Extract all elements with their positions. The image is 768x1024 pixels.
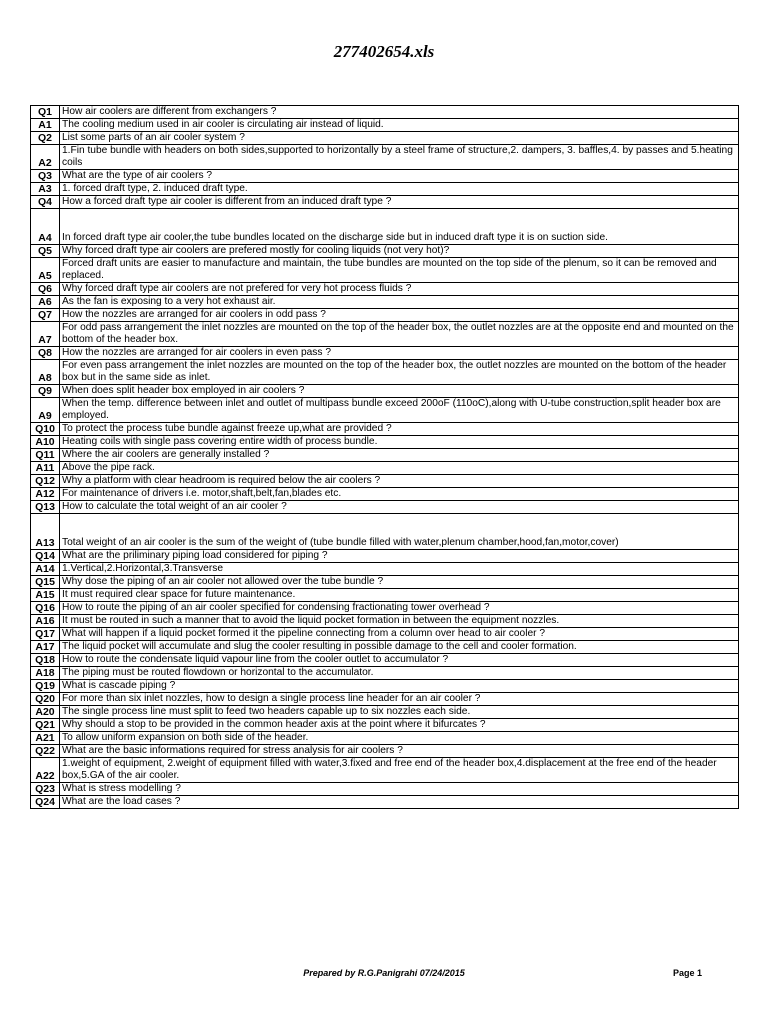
qa-row bbox=[31, 641, 739, 654]
qa-row bbox=[31, 514, 739, 550]
row-text: 1.weight of equipment, 2.weight of equipment filled with water,3.fixed and free end of the header box,4.displacement at the free end of the header box,5.GA of the air cooler. bbox=[60, 758, 739, 783]
row-label: Q10 bbox=[31, 423, 60, 436]
qa-row bbox=[31, 209, 739, 245]
qa-row bbox=[31, 462, 739, 475]
row-text: How air coolers are different from exchangers ? bbox=[60, 106, 739, 119]
row-text: How to calculate the total weight of an air cooler ? bbox=[60, 501, 739, 514]
row-label: A21 bbox=[31, 732, 60, 745]
row-text: When does split header box employed in air coolers ? bbox=[60, 385, 739, 398]
row-text: 1.Fin tube bundle with headers on both sides,supported to horizontally by a steel frame of structure,2. dampers, 3. baffles,4. by passes and 5.heating coils bbox=[60, 145, 739, 170]
row-label: Q3 bbox=[31, 170, 60, 183]
footer-prepared-by: Prepared by R.G.Panigrahi 07/24/2015 bbox=[303, 968, 465, 978]
qa-row bbox=[31, 732, 739, 745]
document-title: 277402654.xls bbox=[333, 42, 435, 61]
qa-row bbox=[31, 170, 739, 183]
row-label: Q18 bbox=[31, 654, 60, 667]
row-label: Q7 bbox=[31, 309, 60, 322]
row-text: Heating coils with single pass covering entire width of process bundle. bbox=[60, 436, 739, 449]
row-text: What are the basic informations required for stress analysis for air coolers ? bbox=[60, 745, 739, 758]
row-label: Q5 bbox=[31, 245, 60, 258]
qa-row bbox=[31, 758, 739, 783]
row-label: Q21 bbox=[31, 719, 60, 732]
row-label: Q20 bbox=[31, 693, 60, 706]
row-text: List some parts of an air cooler system ? bbox=[60, 132, 739, 145]
row-label: A17 bbox=[31, 641, 60, 654]
row-label: Q6 bbox=[31, 283, 60, 296]
qa-row bbox=[31, 347, 739, 360]
qa-row bbox=[31, 783, 739, 796]
row-text: Why forced draft type air coolers are prefered mostly for cooling liquids (not very hot)? bbox=[60, 245, 739, 258]
qa-row bbox=[31, 436, 739, 449]
row-text: For even pass arrangement the inlet nozzles are mounted on the top of the header box, the outlet nozzles are mounted on the bottom of the header box but in the same side as inlet. bbox=[60, 360, 739, 385]
qa-row bbox=[31, 132, 739, 145]
qa-row bbox=[31, 576, 739, 589]
row-text: Why dose the piping of an air cooler not allowed over the tube bundle ? bbox=[60, 576, 739, 589]
qa-row bbox=[31, 501, 739, 514]
row-label: Q23 bbox=[31, 783, 60, 796]
row-text: In forced draft type air cooler,the tube bundles located on the discharge side but in induced draft type it is on suction side. bbox=[60, 209, 739, 245]
row-label: A12 bbox=[31, 488, 60, 501]
row-text: Above the pipe rack. bbox=[60, 462, 739, 475]
qa-row bbox=[31, 796, 739, 809]
row-text: What is stress modelling ? bbox=[60, 783, 739, 796]
row-label: Q16 bbox=[31, 602, 60, 615]
qa-row bbox=[31, 449, 739, 462]
row-text: The piping must be routed flowdown or horizontal to the accumulator. bbox=[60, 667, 739, 680]
qa-row bbox=[31, 615, 739, 628]
row-text: To allow uniform expansion on both side of the header. bbox=[60, 732, 739, 745]
row-text: Where the air coolers are generally installed ? bbox=[60, 449, 739, 462]
row-label: Q22 bbox=[31, 745, 60, 758]
qa-row bbox=[31, 145, 739, 170]
qa-row bbox=[31, 385, 739, 398]
row-text: The cooling medium used in air cooler is circulating air instead of liquid. bbox=[60, 119, 739, 132]
row-label: A1 bbox=[31, 119, 60, 132]
row-label: Q24 bbox=[31, 796, 60, 809]
row-label: A13 bbox=[31, 514, 60, 550]
qa-row bbox=[31, 680, 739, 693]
qa-row bbox=[31, 475, 739, 488]
row-text: To protect the process tube bundle against freeze up,what are provided ? bbox=[60, 423, 739, 436]
row-text: How to route the condensate liquid vapour line from the cooler outlet to accumulator ? bbox=[60, 654, 739, 667]
qa-row bbox=[31, 296, 739, 309]
qa-row bbox=[31, 628, 739, 641]
row-label: Q8 bbox=[31, 347, 60, 360]
row-label: Q9 bbox=[31, 385, 60, 398]
row-text: How to route the piping of an air cooler specified for condensing fractionating tower overhead ? bbox=[60, 602, 739, 615]
qa-row bbox=[31, 550, 739, 563]
row-label: Q4 bbox=[31, 196, 60, 209]
row-text: 1.Vertical,2.Horizontal,3.Transverse bbox=[60, 563, 739, 576]
row-label: Q19 bbox=[31, 680, 60, 693]
qa-row bbox=[31, 602, 739, 615]
row-text: How the nozzles are arranged for air coolers in even pass ? bbox=[60, 347, 739, 360]
row-text: For more than six inlet nozzles, how to design a single process line header for an air cooler ? bbox=[60, 693, 739, 706]
row-label: A6 bbox=[31, 296, 60, 309]
row-label: Q2 bbox=[31, 132, 60, 145]
qa-row bbox=[31, 589, 739, 602]
row-text: How a forced draft type air cooler is different from an induced draft type ? bbox=[60, 196, 739, 209]
row-text: The single process line must split to feed two headers capable up to six nozzles each side. bbox=[60, 706, 739, 719]
row-text: What are the priliminary piping load considered for piping ? bbox=[60, 550, 739, 563]
row-label: A20 bbox=[31, 706, 60, 719]
row-label: A16 bbox=[31, 615, 60, 628]
qa-row bbox=[31, 283, 739, 296]
row-text: What are the load cases ? bbox=[60, 796, 739, 809]
qa-row bbox=[31, 693, 739, 706]
row-text: Why forced draft type air coolers are not prefered for very hot process fluids ? bbox=[60, 283, 739, 296]
qa-table-body bbox=[31, 106, 739, 809]
row-text: Why should a stop to be provided in the common header axis at the point where it bifurcates ? bbox=[60, 719, 739, 732]
row-label: A10 bbox=[31, 436, 60, 449]
row-text: For maintenance of drivers i.e. motor,shaft,belt,fan,blades etc. bbox=[60, 488, 739, 501]
row-text: The liquid pocket will accumulate and slug the cooler resulting in possible damage to the cell and cooler formation. bbox=[60, 641, 739, 654]
row-text: It must be routed in such a manner that to avoid the liquid pocket formation in between the equipment nozzles. bbox=[60, 615, 739, 628]
row-text: Forced draft units are easier to manufacture and maintain, the tube bundles are mounted on the top side of the plenum, so it can be removed and replaced. bbox=[60, 258, 739, 283]
qa-table bbox=[30, 105, 739, 809]
row-label: A4 bbox=[31, 209, 60, 245]
row-label: A18 bbox=[31, 667, 60, 680]
qa-row bbox=[31, 106, 739, 119]
qa-row bbox=[31, 196, 739, 209]
row-text: Total weight of an air cooler is the sum of the weight of (tube bundle filled with water,plenum chamber,hood,fan,motor,cover) bbox=[60, 514, 739, 550]
qa-row bbox=[31, 654, 739, 667]
row-label: Q14 bbox=[31, 550, 60, 563]
row-label: A3 bbox=[31, 183, 60, 196]
row-label: A8 bbox=[31, 360, 60, 385]
row-text: When the temp. difference between inlet and outlet of multipass bundle exceed 200oF (110oC),along with U-tube construction,split header box are employed. bbox=[60, 398, 739, 423]
row-text: It must required clear space for future maintenance. bbox=[60, 589, 739, 602]
row-label: Q17 bbox=[31, 628, 60, 641]
qa-row bbox=[31, 322, 739, 347]
qa-row bbox=[31, 488, 739, 501]
qa-row bbox=[31, 563, 739, 576]
row-label: A15 bbox=[31, 589, 60, 602]
row-label: A5 bbox=[31, 258, 60, 283]
qa-row bbox=[31, 258, 739, 283]
row-text: What will happen if a liquid pocket formed it the pipeline connecting from a column over head to air cooler ? bbox=[60, 628, 739, 641]
row-label: Q11 bbox=[31, 449, 60, 462]
row-label: A2 bbox=[31, 145, 60, 170]
qa-row bbox=[31, 745, 739, 758]
qa-row bbox=[31, 245, 739, 258]
row-text: What is cascade piping ? bbox=[60, 680, 739, 693]
row-label: A22 bbox=[31, 758, 60, 783]
row-text: As the fan is exposing to a very hot exhaust air. bbox=[60, 296, 739, 309]
row-label: A7 bbox=[31, 322, 60, 347]
row-text: How the nozzles are arranged for air coolers in odd pass ? bbox=[60, 309, 739, 322]
footer-page-number: Page 1 bbox=[672, 968, 702, 978]
qa-row bbox=[31, 398, 739, 423]
qa-row bbox=[31, 706, 739, 719]
row-text: What are the type of air coolers ? bbox=[60, 170, 739, 183]
row-text: Why a platform with clear headroom is required below the air coolers ? bbox=[60, 475, 739, 488]
row-label: Q1 bbox=[31, 106, 60, 119]
row-text: For odd pass arrangement the inlet nozzles are mounted on the top of the header box, the outlet nozzles are at the opposite end and mounted on the bottom of the header box. bbox=[60, 322, 739, 347]
qa-row bbox=[31, 423, 739, 436]
row-label: A9 bbox=[31, 398, 60, 423]
row-label: A14 bbox=[31, 563, 60, 576]
row-label: A11 bbox=[31, 462, 60, 475]
qa-row bbox=[31, 309, 739, 322]
row-label: Q13 bbox=[31, 501, 60, 514]
qa-row bbox=[31, 667, 739, 680]
row-label: Q15 bbox=[31, 576, 60, 589]
qa-row bbox=[31, 719, 739, 732]
qa-row bbox=[31, 360, 739, 385]
row-text: 1. forced draft type, 2. induced draft type. bbox=[60, 183, 739, 196]
qa-row bbox=[31, 119, 739, 132]
row-label: Q12 bbox=[31, 475, 60, 488]
qa-row bbox=[31, 183, 739, 196]
